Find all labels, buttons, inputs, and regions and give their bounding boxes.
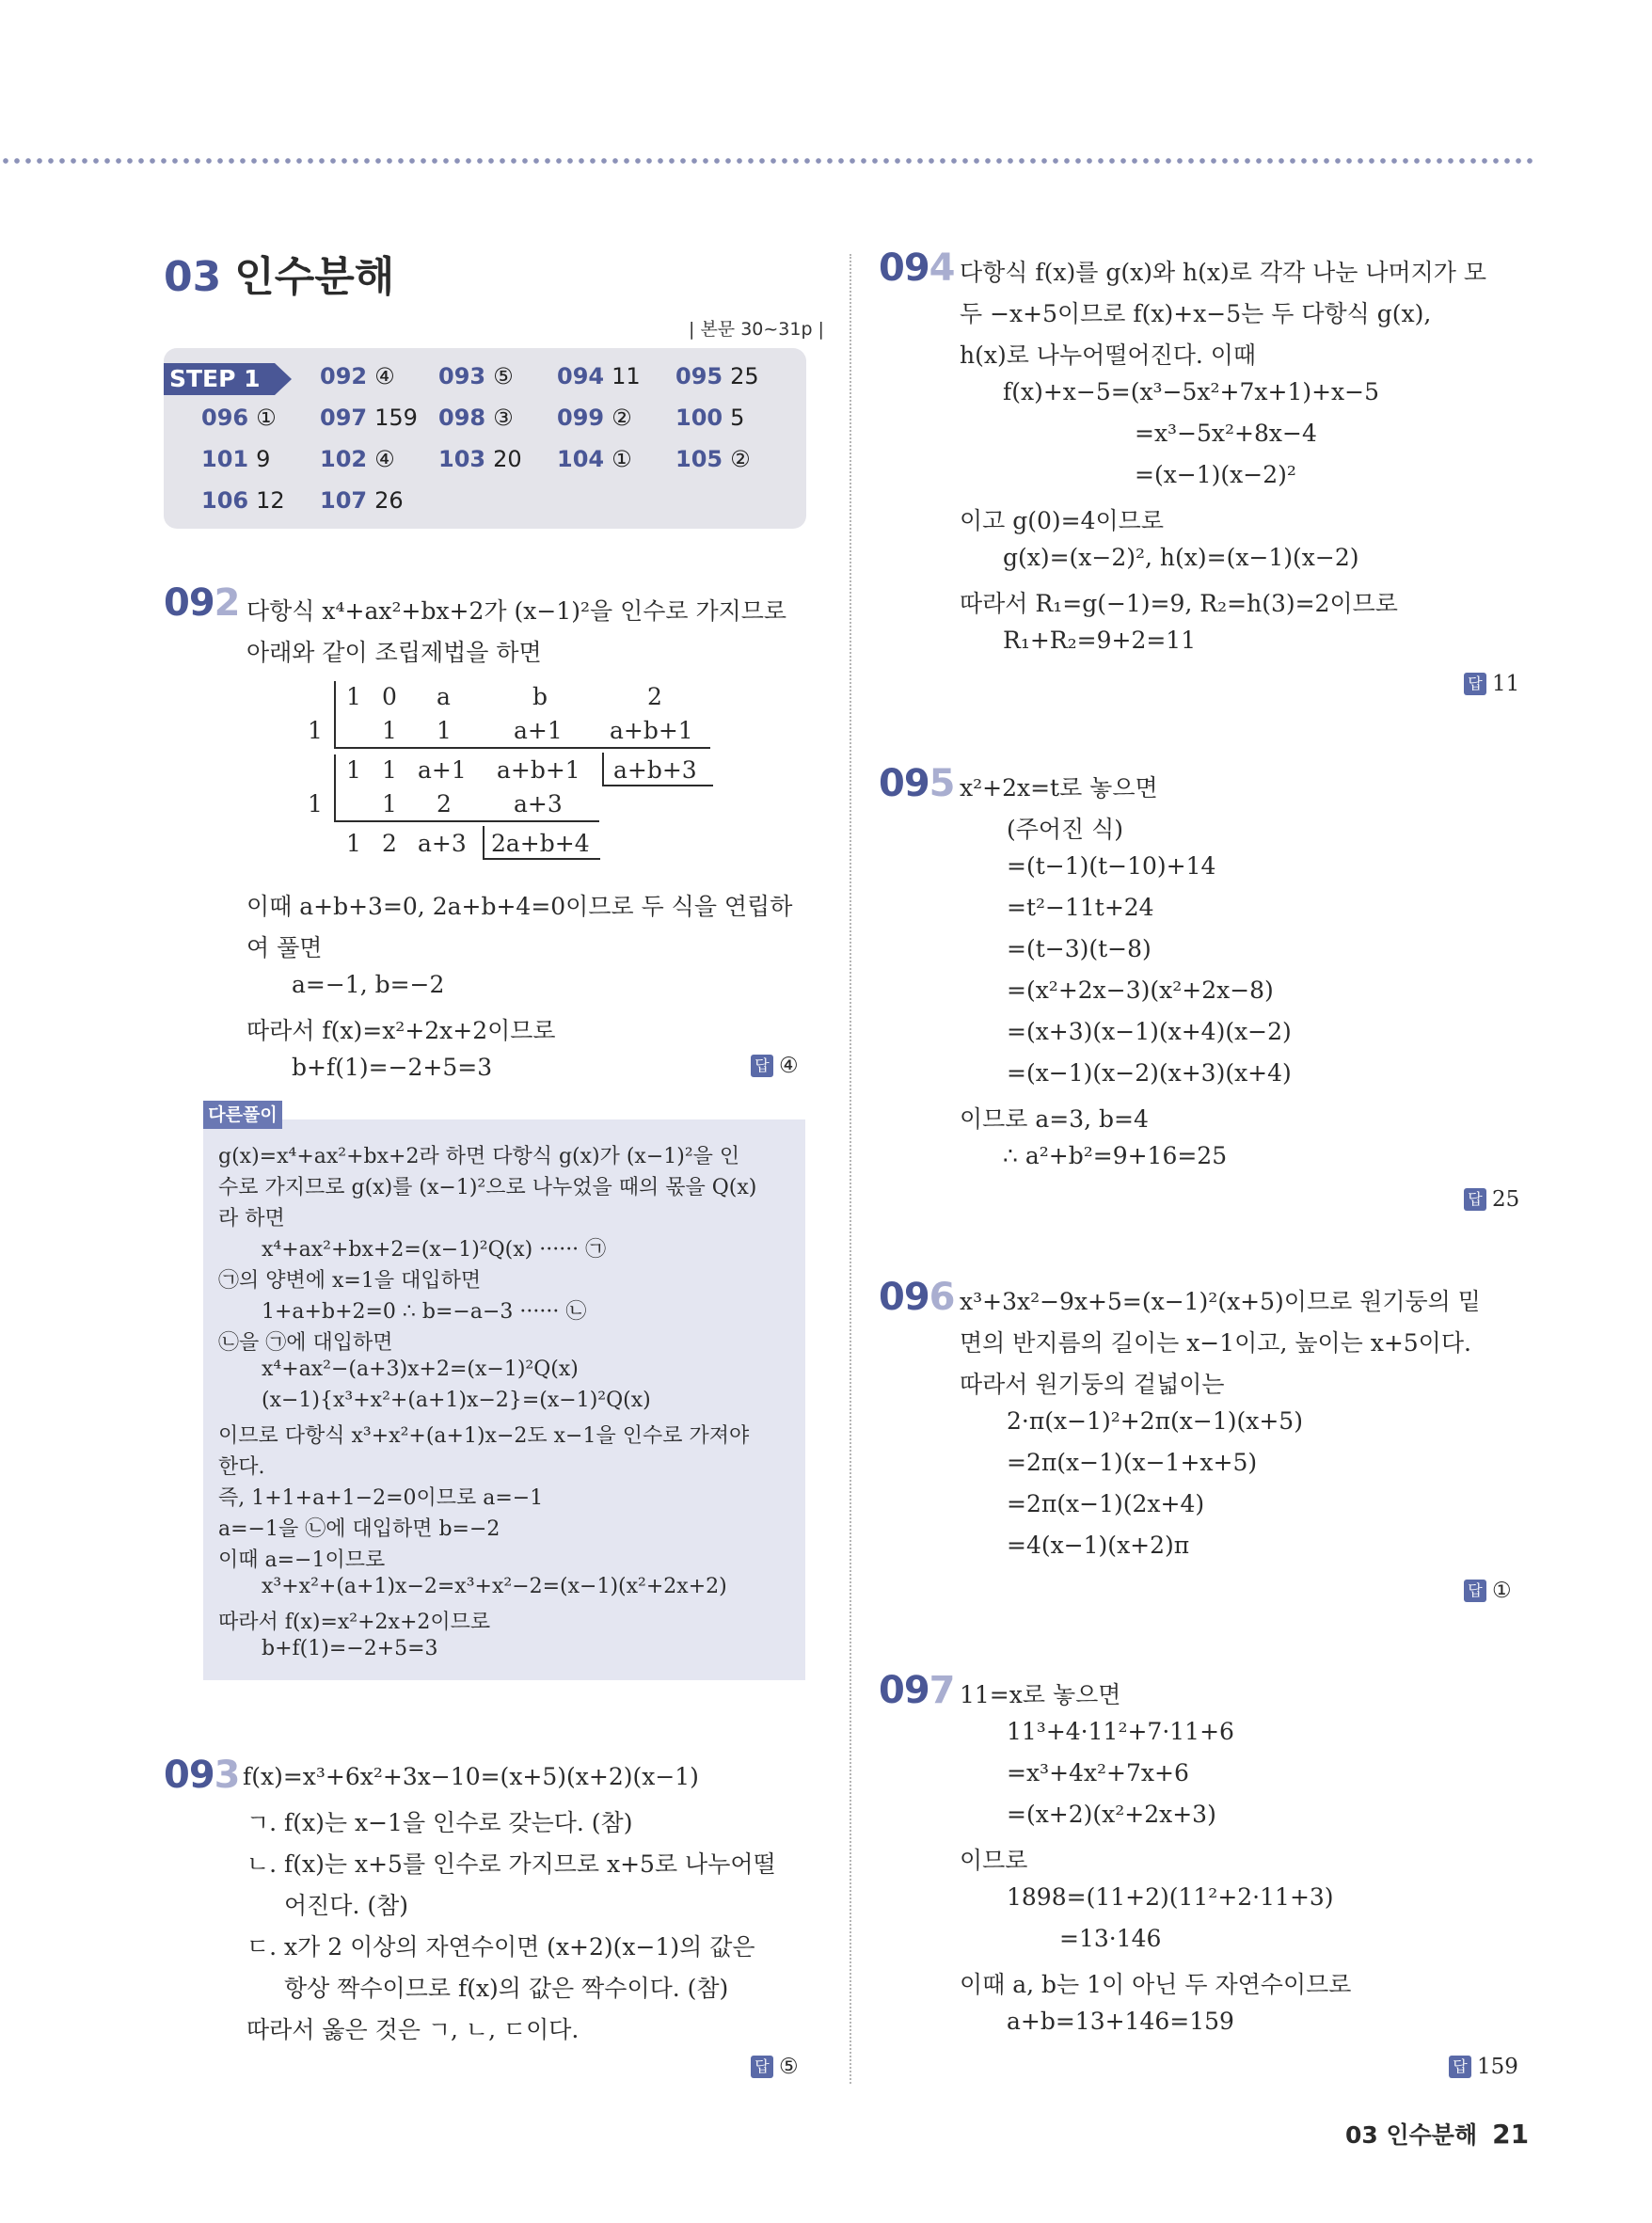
other-solution-line: 이므로 다항식 x³+x²+(a+1)x−2도 x−1을 인수로 가져야 <box>218 1424 750 1448</box>
solution-line: 따라서 옳은 것은 ㄱ, ㄴ, ㄷ이다. <box>246 2016 580 2043</box>
problem-number-092: 092 <box>164 581 240 625</box>
other-solution-line: 수로 가지므로 g(x)를 (x−1)²으로 나누었을 때의 몫을 Q(x) <box>218 1176 757 1199</box>
answer-item: 096 ① <box>201 405 277 431</box>
answer-item: 103 20 <box>438 446 522 472</box>
solution-line: 따라서 f(x)=x²+2x+2이므로 <box>246 1017 556 1044</box>
answer-badge-097: 답 159 <box>1449 2055 1518 2079</box>
solution-line: 이때 a, b는 1이 아닌 두 자연수이므로 <box>960 1971 1352 1998</box>
solution-line: =4(x−1)(x+2)π <box>1007 1532 1190 1559</box>
other-solution-line: 1+a+b+2=0 ∴ b=−a−3 ······ ㉡ <box>262 1300 587 1324</box>
other-solution-line: b+f(1)=−2+5=3 <box>262 1637 438 1660</box>
solution-line: 따라서 원기둥의 겉넓이는 <box>960 1371 1225 1398</box>
solution-line: =x³−5x²+8x−4 <box>1135 420 1317 447</box>
answer-item: 092 ④ <box>320 363 395 389</box>
solution-line: ㄱ. f(x)는 x−1을 인수로 갖는다. (참) <box>246 1809 633 1836</box>
other-solution-line: 즉, 1+1+a+1−2=0이므로 a=−1 <box>218 1486 544 1510</box>
step1-answer-box <box>164 348 806 529</box>
synthetic-vline <box>334 754 336 822</box>
solution-line: 2·π(x−1)²+2π(x−1)(x+5) <box>1007 1407 1303 1435</box>
solution-line: =(x−1)(x−2)² <box>1135 461 1296 488</box>
answer-badge-094: 답 11 <box>1464 672 1519 696</box>
solution-line: ㄴ. f(x)는 x+5를 인수로 가지므로 x+5로 나누어떨 <box>246 1850 776 1878</box>
answer-item: 094 11 <box>557 363 641 389</box>
solution-line: 항상 짝수이므로 f(x)의 값은 짝수이다. (참) <box>284 1975 729 2002</box>
solution-line: 두 −x+5이므로 f(x)+x−5는 두 다항식 g(x), <box>960 300 1432 327</box>
top-dotted-rule <box>0 156 1533 166</box>
solution-line: h(x)로 나누어떨어진다. 이때 <box>960 341 1257 369</box>
answer-badge-096: 답 ① <box>1464 1579 1512 1603</box>
page-number: 21 <box>1492 2119 1530 2150</box>
solution-line: =(t−1)(t−10)+14 <box>1007 852 1216 880</box>
answer-item: 093 ⑤ <box>438 363 514 389</box>
solution-line: a=−1, b=−2 <box>292 971 445 998</box>
problem-number-097: 097 <box>879 1669 955 1712</box>
answer-item: 106 12 <box>201 487 285 514</box>
solution-line: 어진다. (참) <box>284 1892 409 1919</box>
column-divider <box>850 254 851 2084</box>
problem-number-096: 096 <box>879 1276 955 1319</box>
answer-item: 099 ② <box>557 405 632 431</box>
solution-line: =(x−1)(x−2)(x+3)(x+4) <box>1007 1059 1292 1087</box>
answer-badge-093: 답 ⑤ <box>751 2055 799 2079</box>
synthetic-hline <box>334 747 710 749</box>
solution-line: 다항식 f(x)를 g(x)와 h(x)로 각각 나눈 나머지가 모 <box>960 259 1487 286</box>
synthetic-remainder-box <box>602 753 604 786</box>
answer-item: 107 26 <box>320 487 404 514</box>
answer-badge-095: 답 25 <box>1464 1187 1519 1212</box>
solution-line: 여 풀면 <box>246 934 323 961</box>
section-number: 03 <box>164 253 222 301</box>
other-solution-line: ㉠의 양변에 x=1을 대입하면 <box>218 1269 482 1293</box>
solution-line: ㄷ. x가 2 이상의 자연수이면 (x+2)(x−1)의 값은 <box>246 1933 755 1961</box>
solution-line: 따라서 R₁=g(−1)=9, R₂=h(3)=2이므로 <box>960 590 1398 617</box>
solution-line: =(x+2)(x²+2x+3) <box>1007 1801 1216 1828</box>
synthetic-vline <box>334 681 336 749</box>
solution-line: =(t−3)(t−8) <box>1007 935 1152 962</box>
section-title <box>164 243 394 303</box>
problem-number-094: 094 <box>879 246 955 290</box>
solution-line: 이고 g(0)=4이므로 <box>960 507 1164 534</box>
solution-line: 1898=(11+2)(11²+2·11+3) <box>1007 1883 1334 1911</box>
step1-badge: STEP 1 <box>164 363 275 395</box>
answer-item: 102 ④ <box>320 446 395 472</box>
page-footer <box>1345 2117 1529 2151</box>
answer-item: 104 ① <box>557 446 632 472</box>
synthetic-remainder-box <box>602 785 713 786</box>
solution-line: a+b=13+146=159 <box>1007 2008 1234 2035</box>
solution-line: R₁+R₂=9+2=11 <box>1003 627 1197 654</box>
other-solution-line: 이때 a=−1이므로 <box>218 1548 386 1572</box>
other-solution-line: x⁴+ax²+bx+2=(x−1)²Q(x) ······ ㉠ <box>262 1238 607 1262</box>
answer-item: 105 ② <box>675 446 751 472</box>
answer-item: 095 25 <box>675 363 759 389</box>
other-solution-line: a=−1을 ㉡에 대입하면 b=−2 <box>218 1517 500 1541</box>
solution-line: x²+2x=t로 놓으면 <box>960 774 1158 802</box>
solution-line: 11³+4·11²+7·11+6 <box>1007 1718 1234 1745</box>
solution-line: 면의 반지름의 길이는 x−1이고, 높이는 x+5이다. <box>960 1329 1471 1357</box>
solution-line: f(x)=x³+6x²+3x−10=(x+5)(x+2)(x−1) <box>243 1763 699 1790</box>
synthetic-remainder-box <box>483 826 484 860</box>
other-solution-line: 따라서 f(x)=x²+2x+2이므로 <box>218 1611 491 1634</box>
textbook-page-reference: | 본문 30~31p | <box>689 319 824 340</box>
other-solution-line: x³+x²+(a+1)x−2=x³+x²−2=(x−1)(x²+2x+2) <box>262 1575 727 1598</box>
solution-line: 이므로 a=3, b=4 <box>960 1105 1149 1133</box>
solution-line: =13·146 <box>1059 1925 1162 1952</box>
other-solution-line: 라 하면 <box>218 1207 285 1231</box>
solution-line: 이므로 <box>960 1847 1028 1874</box>
solution-line: 이때 a+b+3=0, 2a+b+4=0이므로 두 식을 연립하 <box>246 893 793 920</box>
other-solution-line: (x−1){x³+x²+(a+1)x−2}=(x−1)²Q(x) <box>262 1389 651 1412</box>
answer-item: 098 ③ <box>438 405 514 431</box>
solution-line: 아래와 같이 조립제법을 하면 <box>246 639 542 666</box>
answer-item: 097 159 <box>320 405 418 431</box>
solution-line: =(x²+2x−3)(x²+2x−8) <box>1007 977 1274 1004</box>
other-solution-line: x⁴+ax²−(a+3)x+2=(x−1)²Q(x) <box>262 1358 579 1381</box>
solution-line: g(x)=(x−2)², h(x)=(x−1)(x−2) <box>1003 544 1359 571</box>
solution-line: =2π(x−1)(x−1+x+5) <box>1007 1449 1258 1476</box>
solution-line: ∴ a²+b²=9+16=25 <box>1003 1142 1228 1169</box>
solution-line: =x³+4x²+7x+6 <box>1007 1759 1189 1786</box>
answer-item: 101 9 <box>201 446 271 472</box>
synthetic-hline <box>334 820 599 822</box>
solution-line: =(x+3)(x−1)(x+4)(x−2) <box>1007 1018 1292 1045</box>
solution-line: f(x)+x−5=(x³−5x²+7x+1)+x−5 <box>1003 378 1380 405</box>
answer-badge-092: 답 ④ <box>751 1054 799 1078</box>
solution-line: =t²−11t+24 <box>1007 894 1154 921</box>
answer-item: 100 5 <box>675 405 745 431</box>
problem-number-093: 093 <box>164 1754 240 1797</box>
synthetic-remainder-box <box>483 858 600 860</box>
problem-number-095: 095 <box>879 762 955 805</box>
other-solution-line: g(x)=x⁴+ax²+bx+2라 하면 다항식 g(x)가 (x−1)²을 인 <box>218 1145 740 1168</box>
section-title-text: 인수분해 <box>234 253 395 301</box>
other-solution-line: ㉡을 ㉠에 대입하면 <box>218 1331 393 1355</box>
footer-chapter: 03 인수분해 <box>1345 2121 1478 2149</box>
solution-line: x³+3x²−9x+5=(x−1)²(x+5)이므로 원기둥의 밑 <box>960 1288 1481 1315</box>
other-solution-line: 한다. <box>218 1455 265 1479</box>
solution-line: 다항식 x⁴+ax²+bx+2가 (x−1)²을 인수로 가지므로 <box>246 597 787 625</box>
other-solution-tab: 다른풀이 <box>203 1101 282 1129</box>
solution-line: (주어진 식) <box>1007 816 1124 843</box>
solution-line: b+f(1)=−2+5=3 <box>292 1054 493 1081</box>
solution-line: 11=x로 놓으면 <box>960 1681 1121 1708</box>
solution-line: =2π(x−1)(2x+4) <box>1007 1490 1205 1517</box>
